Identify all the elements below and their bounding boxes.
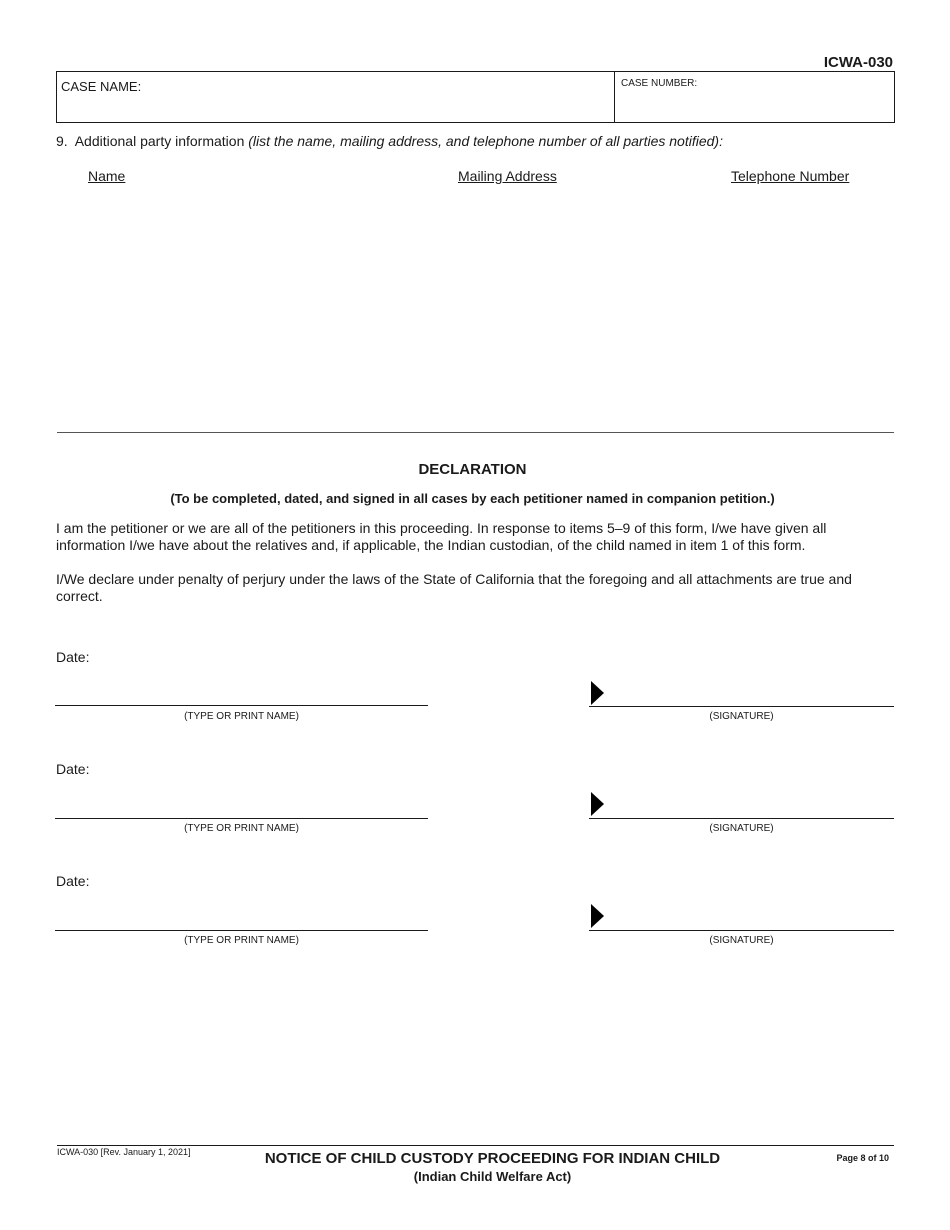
declaration-paragraph-1: I am the petitioner or we are all of the petitioners in this proceeding. In response to items 5–9 of this form, I/we have given all information I/we have about the relatives and, if applicable, the Indian custodian, of the child named in item 1 of this form. <box>56 520 827 553</box>
signature-arrow-icon-3 <box>591 904 604 928</box>
signature-line-3 <box>589 930 894 931</box>
item-9-number: 9. <box>56 133 68 149</box>
footer-title: NOTICE OF CHILD CUSTODY PROCEEDING FOR INDIAN CHILD <box>264 1150 721 1167</box>
signature-caption-1: (SIGNATURE) <box>709 711 774 722</box>
footer-subtitle: (Indian Child Welfare Act) <box>413 1169 572 1184</box>
signature-field-1[interactable] <box>608 680 894 705</box>
item-9-instruction: (list the name, mailing address, and telephone number of all parties notified): <box>248 133 723 149</box>
signature-line-1 <box>589 706 894 707</box>
signature-caption-2: (SIGNATURE) <box>709 823 774 834</box>
section-divider <box>57 432 894 433</box>
footer-rule <box>57 1145 894 1146</box>
additional-party-entry-area[interactable] <box>56 190 894 428</box>
date-label-2: Date: <box>56 761 90 777</box>
date-field-1[interactable] <box>100 646 400 666</box>
date-label-1: Date: <box>56 649 90 665</box>
signature-arrow-icon-2 <box>591 792 604 816</box>
signature-arrow-icon-1 <box>591 681 604 705</box>
column-header-telephone-number: Telephone Number <box>731 168 850 184</box>
item-9-text: Additional party information <box>74 133 245 149</box>
date-field-3[interactable] <box>100 870 400 890</box>
footer-revision: ICWA-030 [Rev. January 1, 2021] <box>57 1147 191 1157</box>
case-header-box <box>56 71 895 123</box>
print-name-line-3 <box>55 930 428 931</box>
column-header-mailing-address: Mailing Address <box>458 168 557 184</box>
signature-field-2[interactable] <box>608 792 894 817</box>
print-name-caption-3: (TYPE OR PRINT NAME) <box>184 935 299 946</box>
print-name-field-2[interactable] <box>55 792 428 816</box>
signature-field-3[interactable] <box>608 904 894 929</box>
print-name-line-2 <box>55 818 428 819</box>
declaration-title: DECLARATION <box>418 461 527 478</box>
date-label-3: Date: <box>56 873 90 889</box>
declaration-subtitle: (To be completed, dated, and signed in all cases by each petitioner named in companion petition.) <box>170 491 775 506</box>
declaration-paragraph-2: I/We declare under penalty of perjury under the laws of the State of California that the foregoing and all attachments are true and correct. <box>56 571 852 604</box>
case-name-field[interactable] <box>57 72 615 122</box>
print-name-field-1[interactable] <box>55 680 428 704</box>
print-name-line-1 <box>55 705 428 706</box>
date-field-2[interactable] <box>100 758 400 778</box>
case-name-label: CASE NAME: <box>61 79 142 94</box>
signature-caption-3: (SIGNATURE) <box>709 935 774 946</box>
print-name-field-3[interactable] <box>55 904 428 928</box>
page-number: Page 8 of 10 <box>836 1153 889 1163</box>
print-name-caption-1: (TYPE OR PRINT NAME) <box>184 711 299 722</box>
print-name-caption-2: (TYPE OR PRINT NAME) <box>184 823 299 834</box>
item-9 <box>56 133 723 149</box>
form-code: ICWA-030 <box>823 54 893 71</box>
case-number-label: CASE NUMBER: <box>621 78 698 89</box>
column-header-name: Name <box>88 168 126 184</box>
signature-line-2 <box>589 818 894 819</box>
